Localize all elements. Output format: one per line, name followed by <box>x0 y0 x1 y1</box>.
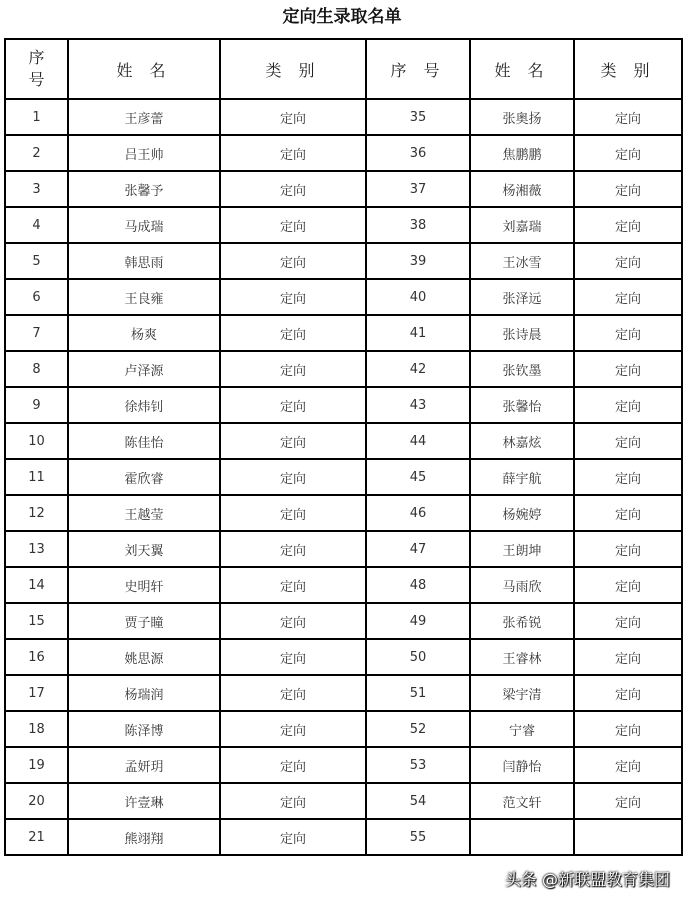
name-cell: 杨爽 <box>68 315 220 351</box>
header-category: 类 别 <box>220 39 366 99</box>
category-cell: 定向 <box>220 675 366 711</box>
category-cell: 定向 <box>220 279 366 315</box>
seq-cell-2: 46 <box>366 495 470 531</box>
name-cell-2: 杨湘薇 <box>470 171 574 207</box>
table-row <box>5 639 682 675</box>
seq-cell-2: 37 <box>366 171 470 207</box>
seq-cell: 6 <box>5 279 68 315</box>
name-cell: 刘天翼 <box>68 531 220 567</box>
category-cell: 定向 <box>220 99 366 135</box>
table-row <box>5 711 682 747</box>
category-cell-2: 定向 <box>574 747 682 783</box>
category-cell: 定向 <box>220 603 366 639</box>
category-cell: 定向 <box>220 243 366 279</box>
table-row <box>5 567 682 603</box>
name-cell-2: 王冰雪 <box>470 243 574 279</box>
table-row <box>5 783 682 819</box>
seq-cell: 16 <box>5 639 68 675</box>
seq-cell: 5 <box>5 243 68 279</box>
category-cell-2: 定向 <box>574 603 682 639</box>
seq-cell-2: 36 <box>366 135 470 171</box>
table-row <box>5 819 682 855</box>
category-cell-2: 定向 <box>574 423 682 459</box>
seq-cell-2: 48 <box>366 567 470 603</box>
seq-cell: 11 <box>5 459 68 495</box>
name-cell-2: 张馨怡 <box>470 387 574 423</box>
table-row <box>5 675 682 711</box>
seq-cell: 13 <box>5 531 68 567</box>
name-cell: 卢泽源 <box>68 351 220 387</box>
header-name-2: 姓 名 <box>470 39 574 99</box>
seq-cell: 17 <box>5 675 68 711</box>
name-cell-2: 张钦墨 <box>470 351 574 387</box>
name-cell: 张馨予 <box>68 171 220 207</box>
header-row <box>5 39 682 99</box>
seq-cell: 15 <box>5 603 68 639</box>
name-cell-2: 林嘉炫 <box>470 423 574 459</box>
name-cell-2: 闫静怡 <box>470 747 574 783</box>
seq-cell: 1 <box>5 99 68 135</box>
name-cell: 姚思源 <box>68 639 220 675</box>
seq-cell-2: 50 <box>366 639 470 675</box>
seq-cell-2: 43 <box>366 387 470 423</box>
table-row <box>5 459 682 495</box>
category-cell: 定向 <box>220 531 366 567</box>
name-cell: 马成瑞 <box>68 207 220 243</box>
category-cell: 定向 <box>220 711 366 747</box>
seq-cell: 8 <box>5 351 68 387</box>
seq-cell-2: 54 <box>366 783 470 819</box>
table-row <box>5 135 682 171</box>
category-cell-2: 定向 <box>574 243 682 279</box>
category-cell-2 <box>574 819 682 855</box>
seq-cell-2: 52 <box>366 711 470 747</box>
header-name: 姓 名 <box>68 39 220 99</box>
page-title: 定向生录取名单 <box>282 7 402 27</box>
seq-cell: 12 <box>5 495 68 531</box>
name-cell-2: 梁宇清 <box>470 675 574 711</box>
seq-cell: 2 <box>5 135 68 171</box>
name-cell-2: 张泽远 <box>470 279 574 315</box>
table-row <box>5 207 682 243</box>
category-cell-2: 定向 <box>574 171 682 207</box>
header-seq-2: 序 号 <box>366 39 470 99</box>
category-cell-2: 定向 <box>574 459 682 495</box>
seq-cell-2: 47 <box>366 531 470 567</box>
category-cell: 定向 <box>220 459 366 495</box>
seq-cell: 7 <box>5 315 68 351</box>
table-row <box>5 423 682 459</box>
admission-table <box>4 38 683 856</box>
name-cell: 霍欣睿 <box>68 459 220 495</box>
category-cell-2: 定向 <box>574 783 682 819</box>
table-row <box>5 531 682 567</box>
seq-cell: 3 <box>5 171 68 207</box>
category-cell-2: 定向 <box>574 675 682 711</box>
seq-cell-2: 38 <box>366 207 470 243</box>
category-cell: 定向 <box>220 783 366 819</box>
category-cell-2: 定向 <box>574 711 682 747</box>
category-cell: 定向 <box>220 135 366 171</box>
name-cell-2: 王睿林 <box>470 639 574 675</box>
category-cell: 定向 <box>220 639 366 675</box>
header-seq <box>5 39 68 99</box>
name-cell-2: 张希锐 <box>470 603 574 639</box>
category-cell: 定向 <box>220 171 366 207</box>
seq-cell: 9 <box>5 387 68 423</box>
name-cell: 陈佳怡 <box>68 423 220 459</box>
seq-cell: 4 <box>5 207 68 243</box>
name-cell-2: 宁睿 <box>470 711 574 747</box>
seq-cell-2: 49 <box>366 603 470 639</box>
name-cell-2: 范文轩 <box>470 783 574 819</box>
table-row <box>5 243 682 279</box>
header-seq-top: 序 <box>28 48 45 67</box>
table-row <box>5 387 682 423</box>
category-cell-2: 定向 <box>574 567 682 603</box>
name-cell-2: 张诗晨 <box>470 315 574 351</box>
category-cell: 定向 <box>220 567 366 603</box>
table-body <box>5 99 682 855</box>
name-cell: 王越莹 <box>68 495 220 531</box>
header-category-2: 类 别 <box>574 39 682 99</box>
seq-cell-2: 42 <box>366 351 470 387</box>
category-cell-2: 定向 <box>574 279 682 315</box>
name-cell: 杨瑞润 <box>68 675 220 711</box>
seq-cell-2: 53 <box>366 747 470 783</box>
watermark: 头条 @新联盟教育集团 <box>504 870 670 889</box>
category-cell: 定向 <box>220 423 366 459</box>
seq-cell: 14 <box>5 567 68 603</box>
category-cell-2: 定向 <box>574 495 682 531</box>
table-row <box>5 351 682 387</box>
name-cell: 徐炜钊 <box>68 387 220 423</box>
seq-cell-2: 39 <box>366 243 470 279</box>
table-row <box>5 171 682 207</box>
category-cell-2: 定向 <box>574 135 682 171</box>
name-cell: 熊翊翔 <box>68 819 220 855</box>
table-row <box>5 747 682 783</box>
name-cell-2: 马雨欣 <box>470 567 574 603</box>
name-cell: 王彦蕾 <box>68 99 220 135</box>
name-cell-2: 张奥扬 <box>470 99 574 135</box>
name-cell: 韩思雨 <box>68 243 220 279</box>
category-cell: 定向 <box>220 495 366 531</box>
table-row <box>5 315 682 351</box>
name-cell-2: 刘嘉瑞 <box>470 207 574 243</box>
seq-cell-2: 35 <box>366 99 470 135</box>
name-cell: 陈泽博 <box>68 711 220 747</box>
category-cell: 定向 <box>220 207 366 243</box>
category-cell-2: 定向 <box>574 315 682 351</box>
seq-cell: 21 <box>5 819 68 855</box>
seq-cell-2: 45 <box>366 459 470 495</box>
category-cell-2: 定向 <box>574 639 682 675</box>
category-cell-2: 定向 <box>574 99 682 135</box>
seq-cell: 20 <box>5 783 68 819</box>
category-cell-2: 定向 <box>574 351 682 387</box>
category-cell-2: 定向 <box>574 207 682 243</box>
seq-cell: 19 <box>5 747 68 783</box>
category-cell: 定向 <box>220 315 366 351</box>
name-cell-2 <box>470 819 574 855</box>
seq-cell: 10 <box>5 423 68 459</box>
seq-cell-2: 40 <box>366 279 470 315</box>
category-cell-2: 定向 <box>574 387 682 423</box>
name-cell-2: 薛宇航 <box>470 459 574 495</box>
header-seq-bottom: 号 <box>28 70 45 89</box>
seq-cell: 18 <box>5 711 68 747</box>
name-cell-2: 焦鹏鹏 <box>470 135 574 171</box>
name-cell-2: 杨婉婷 <box>470 495 574 531</box>
table-row <box>5 99 682 135</box>
category-cell-2: 定向 <box>574 531 682 567</box>
name-cell: 贾子瞳 <box>68 603 220 639</box>
name-cell-2: 王朗坤 <box>470 531 574 567</box>
seq-cell-2: 55 <box>366 819 470 855</box>
category-cell: 定向 <box>220 747 366 783</box>
category-cell: 定向 <box>220 387 366 423</box>
name-cell: 王良雍 <box>68 279 220 315</box>
name-cell: 史明轩 <box>68 567 220 603</box>
name-cell: 孟妍玥 <box>68 747 220 783</box>
name-cell: 许壹琳 <box>68 783 220 819</box>
table-row <box>5 495 682 531</box>
category-cell: 定向 <box>220 351 366 387</box>
table-row <box>5 279 682 315</box>
seq-cell-2: 44 <box>366 423 470 459</box>
table-row <box>5 603 682 639</box>
name-cell: 吕王帅 <box>68 135 220 171</box>
category-cell: 定向 <box>220 819 366 855</box>
seq-cell-2: 51 <box>366 675 470 711</box>
seq-cell-2: 41 <box>366 315 470 351</box>
